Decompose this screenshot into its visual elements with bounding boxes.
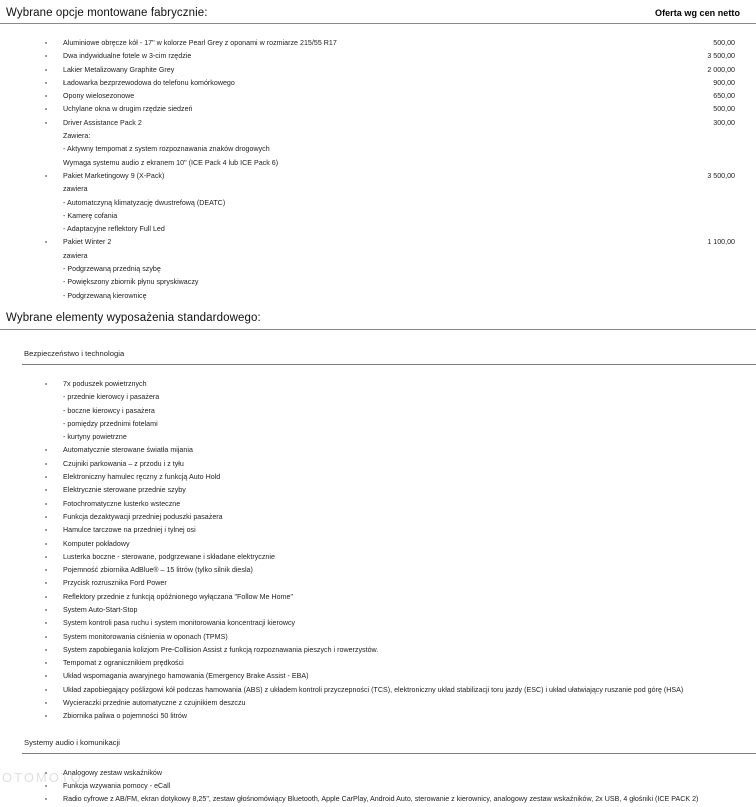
- item-label: Automatycznie sterowane światła mijania: [63, 446, 193, 455]
- bullet-icon: [45, 636, 47, 638]
- factory-option-row: [0, 236, 756, 249]
- bullet-icon: [45, 42, 47, 44]
- factory-option-row-subline: [0, 197, 756, 210]
- bullet-icon: [45, 122, 47, 124]
- standard-item-row: [0, 458, 756, 471]
- page-title: Wybrane opcje montowane fabrycznie:: [6, 7, 208, 19]
- spacer: [0, 365, 756, 378]
- bullet-icon: [45, 82, 47, 84]
- item-label: 7x poduszek powietrznych: [63, 379, 147, 388]
- bullet-icon: [45, 489, 47, 491]
- standard-item-row: [0, 684, 756, 697]
- item-label: System kontroli pasa ruchu i system monitorowania koncentracji kierowcy: [63, 619, 296, 628]
- bullet-icon: [45, 582, 47, 584]
- item-label: Pojemność zbiornika AdBlue® – 15 litrów (tylko silnik diesla): [63, 566, 253, 575]
- bullet-icon: [45, 383, 47, 385]
- standard-item-row: [0, 577, 756, 590]
- subsection-list: [0, 378, 756, 724]
- bullet-icon: [45, 476, 47, 478]
- item-price: 500,00: [713, 39, 735, 47]
- item-label: Hamulce tarczowe na przedniej i tylnej osi: [63, 526, 196, 535]
- price-column-header: Oferta wg cen netto: [655, 8, 740, 18]
- item-label: Zawiera:: [63, 132, 91, 141]
- factory-option-row-subline: [0, 290, 756, 303]
- standard-item-row: [0, 498, 756, 511]
- standard-item-row: [0, 484, 756, 497]
- factory-option-row: [0, 64, 756, 77]
- factory-option-row-subline: [0, 276, 756, 289]
- standard-item-row: [0, 631, 756, 644]
- bullet-icon: [45, 241, 47, 243]
- factory-option-row: [0, 37, 756, 50]
- bullet-icon: [45, 503, 47, 505]
- bullet-icon: [45, 463, 47, 465]
- standard-equipment-sections: [0, 330, 756, 807]
- bullet-icon: [45, 95, 47, 97]
- item-label: - boczne kierowcy i pasażera: [63, 406, 155, 415]
- item-label: Radio cyfrowe z AB/FM, ekran dotykowy 8,25", zestaw głośnomówiący Bluetooth, Apple CarPlay, Android Auto, sterowanie z kierownicy, analogowy zestaw wskaźników, 2x USB, 4 głośniki (ICE PACK 2): [63, 795, 699, 804]
- bullet-icon: [45, 175, 47, 177]
- standard-item-row: [0, 591, 756, 604]
- item-label: zawiera: [63, 251, 88, 260]
- item-label: Przycisk rozrusznika Ford Power: [63, 579, 167, 588]
- bullet-icon: [45, 772, 47, 774]
- item-price: 300,00: [713, 118, 735, 127]
- item-price: 900,00: [713, 78, 735, 87]
- item-label: Funkcja wzywania pomocy - eCall: [63, 781, 171, 790]
- item-label: Fotochromatyczne lusterko wsteczne: [63, 499, 181, 508]
- standard-item-row: [0, 551, 756, 564]
- bullet-icon: [45, 702, 47, 704]
- factory-option-row: [0, 77, 756, 90]
- item-price: 1 100,00: [707, 238, 735, 247]
- factory-option-row: [0, 50, 756, 63]
- item-price: 500,00: [713, 105, 735, 114]
- item-label: System monitorowania ciśnienia w oponach (TPMS): [63, 632, 228, 641]
- standard-item-row: [0, 617, 756, 630]
- item-label: Lakier Metalizowany Graphite Grey: [63, 65, 175, 74]
- bullet-icon: [45, 556, 47, 558]
- factory-option-row-subline: [0, 210, 756, 223]
- standard-item-row: [0, 538, 756, 551]
- bullet-icon: [45, 516, 47, 518]
- standard-item-row: [0, 564, 756, 577]
- item-label: Reflektory przednie z funkcją opóźnionego wyłączana "Follow Me Home": [63, 592, 294, 601]
- standard-item-row: [0, 444, 756, 457]
- bullet-icon: [45, 69, 47, 71]
- item-label: Wycieraczki przednie automatyczne z czujnikiem deszczu: [63, 699, 246, 708]
- factory-options-header: [0, 0, 756, 20]
- spacer: [0, 330, 756, 348]
- item-label: Funkcja dezaktywacji przedniej poduszki pasażera: [63, 512, 223, 521]
- standard-item-row: [0, 780, 756, 793]
- factory-option-row: [0, 90, 756, 103]
- bullet-icon: [45, 675, 47, 677]
- standard-item-row: [0, 670, 756, 683]
- bullet-icon: [45, 609, 47, 611]
- bullet-icon: [45, 596, 47, 598]
- item-label: Pakiet Winter 2: [63, 238, 112, 247]
- item-price: 3 500,00: [707, 171, 735, 180]
- spacer: [0, 24, 756, 37]
- standard-item-row-subline: [0, 431, 756, 444]
- spacer: [0, 724, 756, 737]
- factory-option-row: [0, 170, 756, 183]
- item-label: - Kamerę cofania: [63, 211, 118, 220]
- standard-item-row: [0, 710, 756, 723]
- item-label: - Automatczyną klimatyzację dwustrefową (DEATC): [63, 198, 226, 207]
- item-label: Wymaga systemu audio z ekranem 10" (ICE Pack 4 lub ICE Pack 6): [63, 158, 279, 167]
- item-label: Aluminiowe obręcze kół - 17" w kolorze Pearl Grey z oponami w rozmiarze 215/55 R17: [63, 39, 337, 47]
- standard-item-row: [0, 697, 756, 710]
- item-label: Lusterka boczne - sterowane, podgrzewane i składane elektrycznie: [63, 552, 275, 561]
- standard-item-row: [0, 604, 756, 617]
- item-label: Pakiet Marketingowy 9 (X-Pack): [63, 171, 165, 180]
- item-label: - Adaptacyjne reflektory Full Led: [63, 225, 165, 234]
- item-label: - Podgrzewaną kierownicę: [63, 291, 147, 300]
- item-label: - przednie kierowcy i pasażera: [63, 393, 160, 402]
- standard-item-row: [0, 644, 756, 657]
- spacer: [0, 303, 756, 311]
- item-label: Komputer pokładowy: [63, 539, 130, 548]
- item-price: 650,00: [713, 92, 735, 101]
- item-label: - pomiędzy przednimi fotelami: [63, 419, 158, 428]
- standard-item-row: [0, 767, 756, 780]
- bullet-icon: [45, 55, 47, 57]
- standard-equipment-title: Wybrane elementy wyposażenia standardowego:: [6, 311, 261, 324]
- item-price: 3 500,00: [707, 52, 735, 61]
- item-label: - Podgrzewaną przednią szybę: [63, 265, 161, 274]
- subsection-title: Systemy audio i komunikacji: [24, 737, 120, 747]
- item-label: Elektroniczny hamulec ręczny z funkcją Auto Hold: [63, 473, 221, 482]
- item-label: System zapobiegania kolizjom Pre-Collision Assist z funkcją rozpoznawania pieszych i rowerzystów.: [63, 645, 379, 654]
- standard-item-row: [0, 378, 756, 391]
- bullet-icon: [45, 785, 47, 787]
- factory-option-row-subline: [0, 250, 756, 263]
- item-label: - Aktywny tempomat z system rozpoznawania znaków drogowych: [63, 145, 270, 154]
- factory-option-row: [0, 117, 756, 130]
- bullet-icon: [45, 529, 47, 531]
- factory-option-row-subline: [0, 130, 756, 143]
- bullet-icon: [45, 689, 47, 691]
- item-label: Czujniki parkowania – z przodu i z tyłu: [63, 459, 184, 468]
- bullet-icon: [45, 622, 47, 624]
- factory-option-row-subline: [0, 143, 756, 156]
- spacer: [0, 754, 756, 767]
- bullet-icon: [45, 715, 47, 717]
- item-label: - kurtyny powietrzne: [63, 433, 127, 442]
- subsection-list: [0, 767, 756, 807]
- bullet-icon: [45, 543, 47, 545]
- item-label: Uchylane okna w drugim rzędzie siedzeń: [63, 105, 193, 114]
- item-label: Ładowarka bezprzewodowa do telefonu komórkowego: [63, 78, 235, 87]
- subsection-title: Bezpieczeństwo i technologia: [24, 348, 125, 358]
- item-label: - Powiększony zbiornik płynu spryskiwaczy: [63, 278, 199, 287]
- standard-item-row: [0, 471, 756, 484]
- bullet-icon: [45, 649, 47, 651]
- item-label: Analogowy zestaw wskaźników: [63, 768, 162, 777]
- item-label: zawiera: [63, 185, 88, 194]
- factory-option-row: [0, 103, 756, 116]
- bullet-icon: [45, 569, 47, 571]
- item-label: Elektrycznie sterowane przednie szyby: [63, 486, 186, 495]
- standard-item-row: [0, 524, 756, 537]
- standard-item-row-subline: [0, 391, 756, 404]
- bullet-icon: [45, 662, 47, 664]
- factory-option-row-subline: [0, 263, 756, 276]
- item-price: 2 000,00: [707, 65, 735, 74]
- standard-item-row: [0, 657, 756, 670]
- item-label: Układ zapobiegający poślizgowi kół podczas hamowania (ABS) z układem kontroli przyczepności (TCS), elektroniczny układ stabilizacji toru jazdy (ESC) i układ ułatwiający ruszanie pod górę (HSA): [63, 685, 684, 694]
- standard-item-row-subline: [0, 418, 756, 431]
- item-label: Zbiornika paliwa o pojemności 50 litrów: [63, 712, 187, 721]
- standard-item-row: [0, 511, 756, 524]
- item-label: Układ wspomagania awaryjnego hamowania (Emergency Brake Assist - EBA): [63, 672, 309, 681]
- item-label: Driver Assistance Pack 2: [63, 118, 142, 127]
- item-label: System Auto-Start-Stop: [63, 605, 138, 614]
- watermark: OTOMOTO: [2, 770, 83, 785]
- bullet-icon: [45, 449, 47, 451]
- bullet-icon: [45, 108, 47, 110]
- item-label: Opony wielosezonowe: [63, 92, 135, 101]
- factory-option-row-subline: [0, 183, 756, 196]
- factory-option-row-subline: [0, 223, 756, 236]
- factory-option-row-subline: [0, 157, 756, 170]
- item-label: Tempomat z ogranicznikiem prędkości: [63, 659, 184, 668]
- item-label: Dwa indywidualne fotele w 3-cim rzędzie: [63, 52, 192, 61]
- standard-item-row-subline: [0, 405, 756, 418]
- factory-options-list: [0, 37, 756, 303]
